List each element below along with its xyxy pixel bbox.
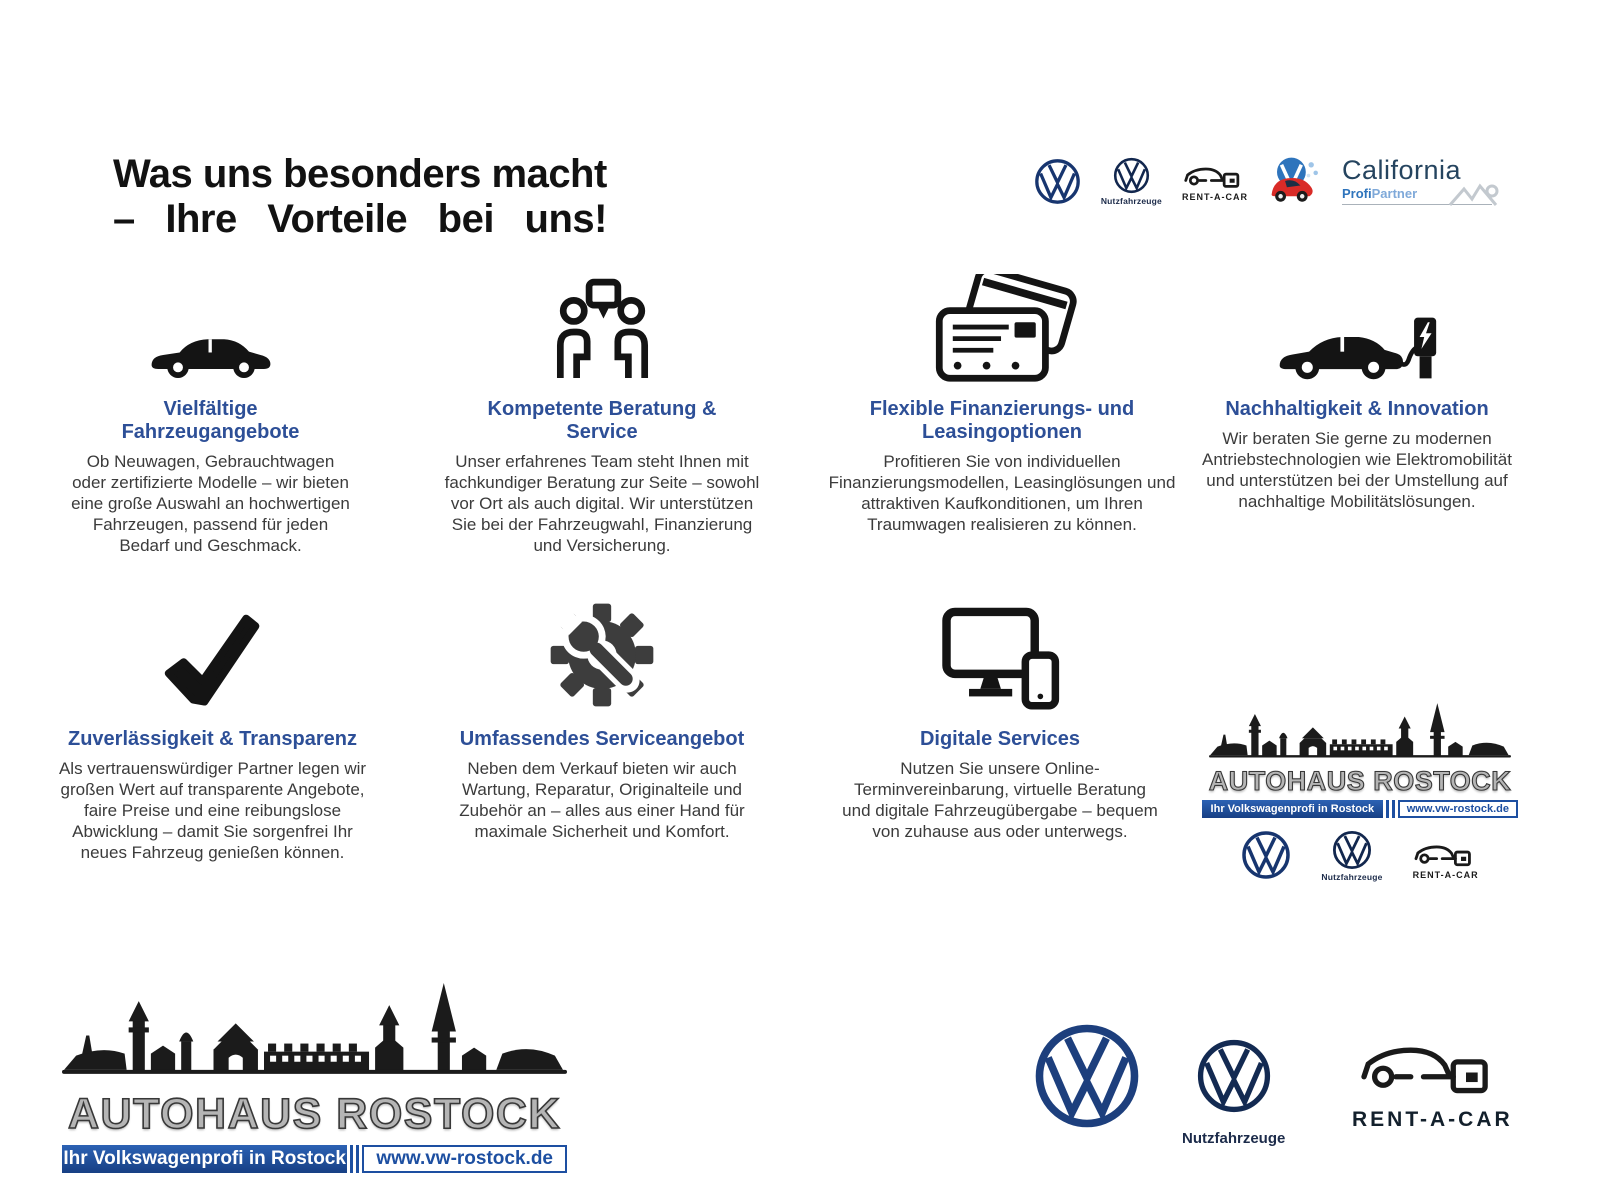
dealer-tagline-bar [1202,800,1518,818]
feature-text: Als vertrauenswürdiger Partner legen wir großen Wert auf transparente Angebote, faire Preise und eine reibungslose Abwicklung – damit Sie sorgenfrei Ihr neues Fahrzeug genießen können. [58,759,367,863]
feature-service [437,598,767,842]
feature-text: Ob Neuwagen, Gebrauchtwagen oder zertifizierte Modelle – wir bieten eine große Auswahl an hochwertigen Fahrzeugen, passend für jeden Bedarf und Geschmack. [71,452,350,556]
e-car-charging-icon [1276,312,1438,384]
service-gear-icon [546,600,658,710]
dealer-brand-logos [1202,830,1518,882]
header-logo-strip [1034,156,1492,206]
page-title-line2: – Ihre Vorteile bei uns! [113,197,607,241]
california-partner: Partner [1371,186,1418,201]
dealer-logo-block [1202,694,1518,882]
california-profi: Profi [1342,186,1372,201]
dealer-name: AUTOHAUS ROSTOCK [67,1090,562,1138]
feature-text: Unser erfahrenes Team steht Ihnen mit fachkundiger Beratung zur Seite – sowohl vor Ort als auch digital. Wir unterstützen Sie bei der Fahrzeugwahl, Finanzierung und Versicherung. [444,452,760,556]
vw-nutzfahrzeuge-logo [1321,830,1382,882]
rent-a-car-logo [1352,1030,1513,1132]
feature-financing [828,266,1176,535]
feature-digital [840,598,1160,842]
car-key-icon [1413,838,1479,868]
dealer-logo-large [62,976,567,1173]
vw-nutzfahrzeuge-logo [1182,1038,1285,1147]
bar-separator [1386,800,1395,818]
feature-text: Profitieren Sie von individuellen Finanzierungsmodellen, Leasinglösungen und attraktiven Kaufkonditionen, um Ihren Traumwagen realisieren zu können. [828,452,1176,535]
feature-title: Digitale Services [919,728,1081,750]
feature-title: Zuverlässigkeit & Transparenz [67,728,357,750]
vw-nutzfahrzeuge-icon [1332,830,1372,870]
page-title [113,152,607,242]
feature-vehicle-offers [68,266,353,556]
digital-devices-icon [939,604,1061,710]
nutzfahrzeuge-label: Nutzfahrzeuge [1100,195,1162,206]
feature-reliability [50,598,375,863]
vw-nutzfahrzeuge-logo [1101,157,1162,206]
feature-title: Vielfältige Fahrzeugangebote [121,398,300,443]
checkmark-icon [161,614,265,710]
dealer-tagline: Ihr Volkswagenprofi in Rostock [1202,800,1383,818]
car-icon [145,316,277,384]
vw-nutzfahrzeuge-icon [1196,1038,1272,1114]
page-title-line1: Was uns besonders macht [113,152,607,196]
feature-sustainability [1198,266,1516,512]
dealer-name: AUTOHAUS ROSTOCK [1208,766,1512,796]
feature-title: Kompetente Beratung & Service [487,398,717,443]
dealer-website-link[interactable]: www.vw-rostock.de [1398,800,1518,818]
vw-logo-icon [1034,158,1081,205]
rostock-skyline-icon [62,976,567,1088]
feature-title: Flexible Finanzierungs- und Leasingoptionen [869,398,1135,443]
vw-nutzfahrzeuge-icon [1113,157,1150,194]
rent-a-car-logo [1182,160,1248,202]
california-profipartner-logo [1342,157,1492,205]
feature-text: Wir beraten Sie gerne zu modernen Antriebstechnologien wie Elektromobilität und unterstützen bei der Umstellung auf nachhaltige Mobilitätslösungen. [1202,429,1512,512]
vw-logo-icon [1033,1022,1141,1130]
bar-separator [350,1145,359,1173]
car-key-icon [1183,160,1247,190]
nutzfahrzeuge-label: Nutzfahrzeuge [1321,872,1383,882]
payment-cards-icon [926,274,1078,384]
feature-text: Nutzen Sie unsere Online-Terminvereinbarung, virtuelle Beratung und digitale Fahrzeugübergabe – bequem von zuhause aus oder unterwegs. [842,759,1158,842]
nutzfahrzeuge-label: Nutzfahrzeuge [1182,1130,1286,1147]
dealer-website-link[interactable]: www.vw-rostock.de [362,1145,567,1173]
rent-a-car-logo [1413,838,1479,880]
feature-title: Nachhaltigkeit & Innovation [1225,398,1489,420]
feature-text: Neben dem Verkauf bieten wir auch Wartung, Reparatur, Originalteile und Zubehör an – alles aus einer Hand für maximale Sicherheit und Komfort. [459,759,745,842]
rent-a-car-label: RENT-A-CAR [1412,870,1479,880]
car-key-icon [1357,1030,1507,1098]
feature-title: Umfassendes Serviceangebot [459,728,745,750]
rostock-skyline-icon [1209,694,1511,766]
dealer-tagline: Ihr Volkswagenprofi in Rostock [62,1145,347,1173]
dealer-tagline-bar [62,1145,567,1173]
consultation-icon [545,278,660,384]
rent-a-car-label: RENT-A-CAR [1182,192,1248,202]
california-name: California [1342,155,1462,185]
vw-logo-icon [1241,830,1291,880]
feature-consulting [437,266,767,556]
mountain-icon [1448,181,1500,207]
beetle-mascot-icon [1268,156,1322,206]
rent-a-car-label: RENT-A-CAR [1352,1108,1513,1131]
